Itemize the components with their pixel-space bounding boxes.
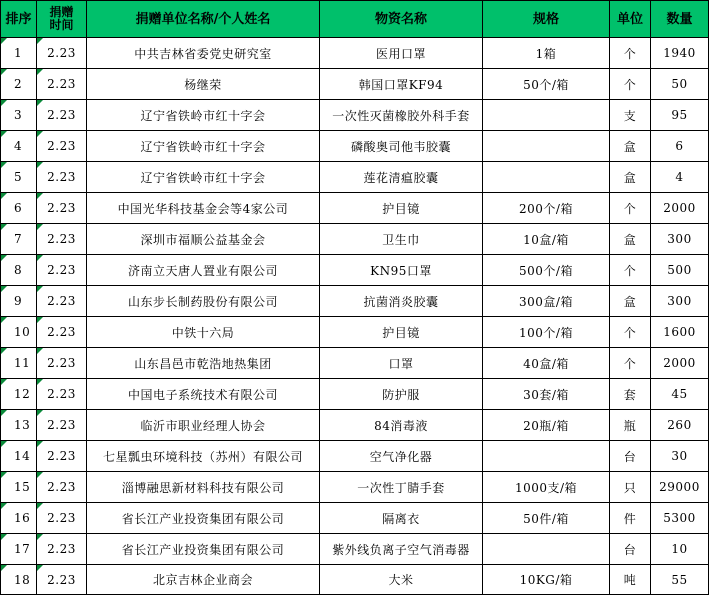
cell-item[interactable]: 隔离衣 bbox=[320, 503, 483, 534]
table-row bbox=[1, 348, 709, 379]
cell-spec[interactable]: 40盒/箱 bbox=[483, 348, 610, 379]
cell-qty[interactable]: 5300 bbox=[651, 503, 709, 534]
cell-unit[interactable]: 个 bbox=[610, 38, 651, 69]
cell-item[interactable]: 磷酸奥司他韦胶囊 bbox=[320, 131, 483, 162]
cell-unit[interactable]: 台 bbox=[610, 534, 651, 565]
cell-date[interactable]: 2.23 bbox=[37, 38, 87, 69]
cell-date[interactable]: 2.23 bbox=[37, 131, 87, 162]
cell-date[interactable]: 2.23 bbox=[37, 379, 87, 410]
cell-donor[interactable]: 杨继荣 bbox=[87, 69, 320, 100]
cell-unit[interactable]: 支 bbox=[610, 100, 651, 131]
table-row bbox=[1, 410, 709, 441]
table-row bbox=[1, 193, 709, 224]
cell-index[interactable]: 2 bbox=[1, 69, 37, 100]
cell-item[interactable]: 空气净化器 bbox=[320, 441, 483, 472]
cell-spec[interactable] bbox=[483, 162, 610, 193]
cell-index[interactable]: 16 bbox=[1, 503, 37, 534]
cell-item[interactable]: 口罩 bbox=[320, 348, 483, 379]
cell-spec[interactable]: 10盒/箱 bbox=[483, 224, 610, 255]
cell-qty[interactable]: 10 bbox=[651, 534, 709, 565]
cell-index[interactable]: 10 bbox=[1, 317, 37, 348]
cell-index[interactable]: 6 bbox=[1, 193, 37, 224]
cell-donor[interactable]: 辽宁省铁岭市红十字会 bbox=[87, 162, 320, 193]
cell-item[interactable]: 韩国口罩KF94 bbox=[320, 69, 483, 100]
cell-index[interactable]: 7 bbox=[1, 224, 37, 255]
cell-index[interactable]: 5 bbox=[1, 162, 37, 193]
cell-spec[interactable]: 100个/箱 bbox=[483, 317, 610, 348]
cell-index[interactable]: 1 bbox=[1, 38, 37, 69]
header-date-line2: 时间 bbox=[49, 18, 74, 32]
cell-qty[interactable]: 4 bbox=[651, 162, 709, 193]
cell-index[interactable]: 12 bbox=[1, 379, 37, 410]
cell-spec[interactable]: 20瓶/箱 bbox=[483, 410, 610, 441]
cell-item[interactable]: 护目镜 bbox=[320, 193, 483, 224]
cell-donor[interactable]: 淄博融思新材料科技有限公司 bbox=[87, 472, 320, 503]
header-qty[interactable]: 数量 bbox=[651, 1, 709, 38]
cell-date[interactable]: 2.23 bbox=[37, 503, 87, 534]
table-row bbox=[1, 38, 709, 69]
cell-index[interactable]: 4 bbox=[1, 131, 37, 162]
cell-qty[interactable]: 95 bbox=[651, 100, 709, 131]
cell-donor[interactable]: 山东步长制药股份有限公司 bbox=[87, 286, 320, 317]
cell-index[interactable]: 11 bbox=[1, 348, 37, 379]
table-row bbox=[1, 317, 709, 348]
cell-qty[interactable]: 500 bbox=[651, 255, 709, 286]
cell-index[interactable]: 17 bbox=[1, 534, 37, 565]
cell-date[interactable]: 2.23 bbox=[37, 441, 87, 472]
cell-donor[interactable]: 七星瓢虫环境科技（苏州）有限公司 bbox=[87, 441, 320, 472]
cell-unit[interactable]: 吨 bbox=[610, 565, 651, 595]
cell-item[interactable]: 一次性灭菌橡胶外科手套 bbox=[320, 100, 483, 131]
cell-date[interactable]: 2.23 bbox=[37, 317, 87, 348]
table-row bbox=[1, 224, 709, 255]
cell-item[interactable]: 卫生巾 bbox=[320, 224, 483, 255]
table-header bbox=[1, 1, 709, 38]
cell-qty[interactable]: 55 bbox=[651, 565, 709, 595]
table-row bbox=[1, 162, 709, 193]
table-row bbox=[1, 131, 709, 162]
cell-spec[interactable]: 1000支/箱 bbox=[483, 472, 610, 503]
cell-donor[interactable]: 中共吉林省委党史研究室 bbox=[87, 38, 320, 69]
cell-index[interactable]: 3 bbox=[1, 100, 37, 131]
cell-spec[interactable]: 50件/箱 bbox=[483, 503, 610, 534]
cell-unit[interactable]: 只 bbox=[610, 472, 651, 503]
cell-qty[interactable]: 260 bbox=[651, 410, 709, 441]
cell-qty[interactable]: 29000 bbox=[651, 472, 709, 503]
cell-date[interactable]: 2.23 bbox=[37, 286, 87, 317]
cell-unit[interactable]: 盒 bbox=[610, 131, 651, 162]
cell-item[interactable]: 医用口罩 bbox=[320, 38, 483, 69]
cell-date[interactable]: 2.23 bbox=[37, 410, 87, 441]
cell-qty[interactable]: 2000 bbox=[651, 348, 709, 379]
cell-index[interactable]: 14 bbox=[1, 441, 37, 472]
cell-date[interactable]: 2.23 bbox=[37, 162, 87, 193]
table-row bbox=[1, 534, 709, 565]
cell-unit[interactable]: 个 bbox=[610, 255, 651, 286]
cell-unit[interactable]: 台 bbox=[610, 441, 651, 472]
cell-spec[interactable]: 500个/箱 bbox=[483, 255, 610, 286]
cell-unit[interactable]: 个 bbox=[610, 193, 651, 224]
cell-qty[interactable]: 1940 bbox=[651, 38, 709, 69]
header-date-line1: 捐赠 bbox=[49, 5, 74, 19]
cell-donor[interactable]: 辽宁省铁岭市红十字会 bbox=[87, 131, 320, 162]
table-row bbox=[1, 472, 709, 503]
cell-item[interactable]: 防护服 bbox=[320, 379, 483, 410]
cell-spec[interactable]: 50个/箱 bbox=[483, 69, 610, 100]
table-row bbox=[1, 255, 709, 286]
cell-qty[interactable]: 2000 bbox=[651, 193, 709, 224]
header-item[interactable]: 物资名称 bbox=[320, 1, 483, 38]
cell-date[interactable]: 2.23 bbox=[37, 255, 87, 286]
cell-donor[interactable]: 中国光华科技基金会等4家公司 bbox=[87, 193, 320, 224]
cell-spec[interactable] bbox=[483, 100, 610, 131]
cell-spec[interactable]: 30套/箱 bbox=[483, 379, 610, 410]
cell-donor[interactable]: 中国电子系统技术有限公司 bbox=[87, 379, 320, 410]
cell-item[interactable]: KN95口罩 bbox=[320, 255, 483, 286]
header-index[interactable]: 排序 bbox=[1, 1, 37, 38]
cell-spec[interactable]: 10KG/箱 bbox=[483, 565, 610, 595]
table-row bbox=[1, 503, 709, 534]
cell-unit[interactable]: 盒 bbox=[610, 162, 651, 193]
cell-donor[interactable]: 中铁十六局 bbox=[87, 317, 320, 348]
cell-date[interactable]: 2.23 bbox=[37, 472, 87, 503]
table-row bbox=[1, 379, 709, 410]
cell-index[interactable]: 18 bbox=[1, 565, 37, 595]
cell-index[interactable]: 8 bbox=[1, 255, 37, 286]
cell-index[interactable]: 15 bbox=[1, 472, 37, 503]
cell-unit[interactable]: 盒 bbox=[610, 286, 651, 317]
cell-donor[interactable]: 省长江产业投资集团有限公司 bbox=[87, 503, 320, 534]
cell-unit[interactable]: 瓶 bbox=[610, 410, 651, 441]
cell-qty[interactable]: 6 bbox=[651, 131, 709, 162]
cell-donor[interactable]: 深圳市福顺公益基金会 bbox=[87, 224, 320, 255]
cell-date[interactable]: 2.23 bbox=[37, 193, 87, 224]
cell-qty[interactable]: 1600 bbox=[651, 317, 709, 348]
cell-spec[interactable]: 200个/箱 bbox=[483, 193, 610, 224]
cell-donor[interactable]: 山东昌邑市乾浩地热集团 bbox=[87, 348, 320, 379]
cell-spec[interactable]: 1箱 bbox=[483, 38, 610, 69]
cell-donor[interactable]: 北京吉林企业商会 bbox=[87, 565, 320, 595]
cell-unit[interactable]: 件 bbox=[610, 503, 651, 534]
header-date[interactable] bbox=[37, 1, 87, 38]
cell-qty[interactable]: 300 bbox=[651, 224, 709, 255]
cell-date[interactable]: 2.23 bbox=[37, 100, 87, 131]
table-row bbox=[1, 286, 709, 317]
cell-item[interactable]: 一次性丁腈手套 bbox=[320, 472, 483, 503]
cell-spec[interactable] bbox=[483, 131, 610, 162]
header-row bbox=[1, 1, 709, 38]
cell-date[interactable]: 2.23 bbox=[37, 534, 87, 565]
cell-unit[interactable]: 个 bbox=[610, 348, 651, 379]
cell-date[interactable]: 2.23 bbox=[37, 565, 87, 595]
table-row bbox=[1, 441, 709, 472]
cell-unit[interactable]: 个 bbox=[610, 69, 651, 100]
cell-qty[interactable]: 300 bbox=[651, 286, 709, 317]
cell-spec[interactable] bbox=[483, 441, 610, 472]
cell-qty[interactable]: 30 bbox=[651, 441, 709, 472]
cell-donor[interactable]: 临沂市职业经理人协会 bbox=[87, 410, 320, 441]
header-donor[interactable]: 捐赠单位名称/个人姓名 bbox=[87, 1, 320, 38]
cell-date[interactable]: 2.23 bbox=[37, 348, 87, 379]
cell-spec[interactable]: 300盒/箱 bbox=[483, 286, 610, 317]
cell-item[interactable]: 紫外线负离子空气消毒器 bbox=[320, 534, 483, 565]
cell-unit[interactable]: 个 bbox=[610, 317, 651, 348]
table-body bbox=[1, 38, 709, 595]
header-unit[interactable]: 单位 bbox=[610, 1, 651, 38]
cell-donor[interactable]: 辽宁省铁岭市红十字会 bbox=[87, 100, 320, 131]
cell-item[interactable]: 抗菌消炎胶囊 bbox=[320, 286, 483, 317]
cell-item[interactable]: 大米 bbox=[320, 565, 483, 595]
cell-item[interactable]: 84消毒液 bbox=[320, 410, 483, 441]
cell-index[interactable]: 13 bbox=[1, 410, 37, 441]
cell-date[interactable]: 2.23 bbox=[37, 69, 87, 100]
cell-item[interactable]: 莲花清瘟胶囊 bbox=[320, 162, 483, 193]
cell-spec[interactable] bbox=[483, 534, 610, 565]
cell-unit[interactable]: 套 bbox=[610, 379, 651, 410]
table-row bbox=[1, 100, 709, 131]
table-row bbox=[1, 565, 709, 595]
cell-donor[interactable]: 省长江产业投资集团有限公司 bbox=[87, 534, 320, 565]
cell-qty[interactable]: 45 bbox=[651, 379, 709, 410]
cell-donor[interactable]: 济南立天唐人置业有限公司 bbox=[87, 255, 320, 286]
header-spec[interactable]: 规格 bbox=[483, 1, 610, 38]
cell-qty[interactable]: 50 bbox=[651, 69, 709, 100]
cell-item[interactable]: 护目镜 bbox=[320, 317, 483, 348]
table-row bbox=[1, 69, 709, 100]
cell-date[interactable]: 2.23 bbox=[37, 224, 87, 255]
cell-unit[interactable]: 盒 bbox=[610, 224, 651, 255]
cell-index[interactable]: 9 bbox=[1, 286, 37, 317]
